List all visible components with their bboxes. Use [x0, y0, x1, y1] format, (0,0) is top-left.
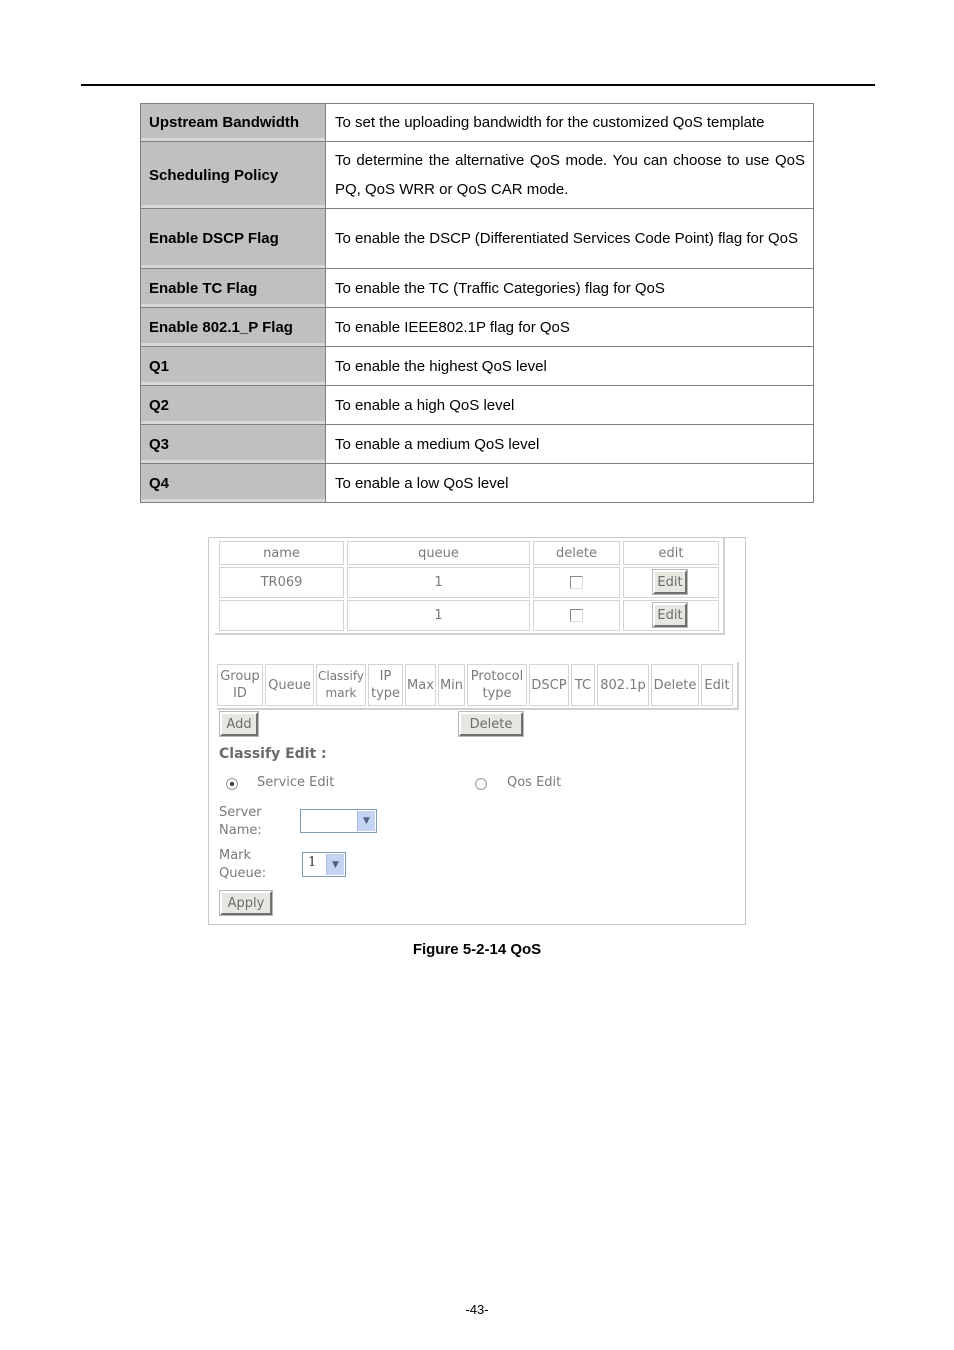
row1-delete-checkbox[interactable] [570, 576, 583, 589]
header-group-id: Group ID [217, 664, 263, 706]
header-tc: TC [571, 664, 595, 706]
description-cell: To enable a medium QoS level [326, 425, 814, 464]
service-edit-label: Service Edit [257, 775, 335, 790]
row2-edit-button[interactable]: Edit [653, 603, 687, 627]
row1-edit-button[interactable]: Edit [653, 570, 687, 594]
mark-queue-select[interactable] [302, 852, 346, 877]
row2-delete-cell [533, 600, 620, 631]
table-row [141, 425, 814, 464]
table-row [141, 347, 814, 386]
term-cell: Q1 [141, 347, 326, 386]
header-ip-type: IP type [368, 664, 403, 706]
delete-button[interactable]: Delete [459, 712, 523, 736]
description-cell: To enable a low QoS level [326, 464, 814, 503]
header-rule [81, 84, 875, 86]
chevron-down-icon: ▼ [357, 811, 375, 831]
header-delete: Delete [651, 664, 699, 706]
table-row [141, 308, 814, 347]
description-cell: To enable a high QoS level [326, 386, 814, 425]
row2-queue: 1 [347, 600, 530, 631]
description-cell: To enable the TC (Traffic Categories) flag for QoS [326, 269, 814, 308]
page-number: -43- [465, 1302, 489, 1317]
table-row [141, 209, 814, 269]
description-cell: To determine the alternative QoS mode. You can choose to use QoS PQ, QoS WRR or QoS CAR mode. [326, 142, 814, 209]
header-edit: edit [623, 541, 719, 565]
term-cell: Q3 [141, 425, 326, 464]
header-queue: Queue [265, 664, 314, 706]
figure-caption: Figure 5-2-14 QoS [412, 941, 542, 958]
description-cell: To enable the highest QoS level [326, 347, 814, 386]
term-cell: Scheduling Policy [141, 142, 326, 209]
header-protocol-type: Protocol type [467, 664, 527, 706]
term-cell: Enable 802.1_P Flag [141, 308, 326, 347]
term-cell: Q2 [141, 386, 326, 425]
header-8021p: 802.1p [597, 664, 649, 706]
apply-button[interactable]: Apply [220, 891, 272, 915]
row2-name [219, 600, 344, 631]
row1-queue: 1 [347, 567, 530, 598]
header-max: Max [405, 664, 436, 706]
term-cell: Upstream Bandwidth [141, 104, 326, 142]
header-min: Min [438, 664, 465, 706]
radio-dot [230, 782, 234, 786]
classify-table [217, 662, 739, 710]
header-delete: delete [533, 541, 620, 565]
header-classify-mark: Classify mark [316, 664, 366, 706]
table-row [141, 464, 814, 503]
row1-delete-cell [533, 567, 620, 598]
row1-name: TR069 [219, 567, 344, 598]
add-button[interactable]: Add [220, 712, 258, 736]
table-row [141, 142, 814, 209]
qos-screenshot [208, 537, 746, 925]
header-name: name [219, 541, 344, 565]
header-edit: Edit [701, 664, 733, 706]
row2-delete-checkbox[interactable] [570, 609, 583, 622]
header-queue: queue [347, 541, 530, 565]
term-cell: Q4 [141, 464, 326, 503]
service-edit-radio[interactable] [226, 778, 238, 790]
term-cell: Enable DSCP Flag [141, 209, 326, 269]
qos-template-table [215, 538, 725, 635]
server-name-select[interactable] [300, 809, 377, 833]
classify-edit-title: Classify Edit : [219, 746, 327, 762]
qos-edit-radio[interactable] [475, 778, 487, 790]
chevron-down-icon: ▼ [326, 854, 344, 875]
server-name-label: Server Name: [219, 805, 262, 838]
mark-queue-label: Mark Queue: [219, 848, 267, 881]
qos-parameter-table [140, 103, 814, 503]
mark-queue-value: 1 [308, 855, 317, 870]
term-cell: Enable TC Flag [141, 269, 326, 308]
table-row [141, 386, 814, 425]
table-row [141, 269, 814, 308]
header-dscp: DSCP [529, 664, 569, 706]
description-cell: To enable the DSCP (Differentiated Services Code Point) flag for QoS [326, 209, 814, 269]
description-cell: To set the uploading bandwidth for the customized QoS template [326, 104, 814, 142]
description-cell: To enable IEEE802.1P flag for QoS [326, 308, 814, 347]
qos-edit-label: Qos Edit [507, 775, 562, 790]
table-row [141, 104, 814, 142]
